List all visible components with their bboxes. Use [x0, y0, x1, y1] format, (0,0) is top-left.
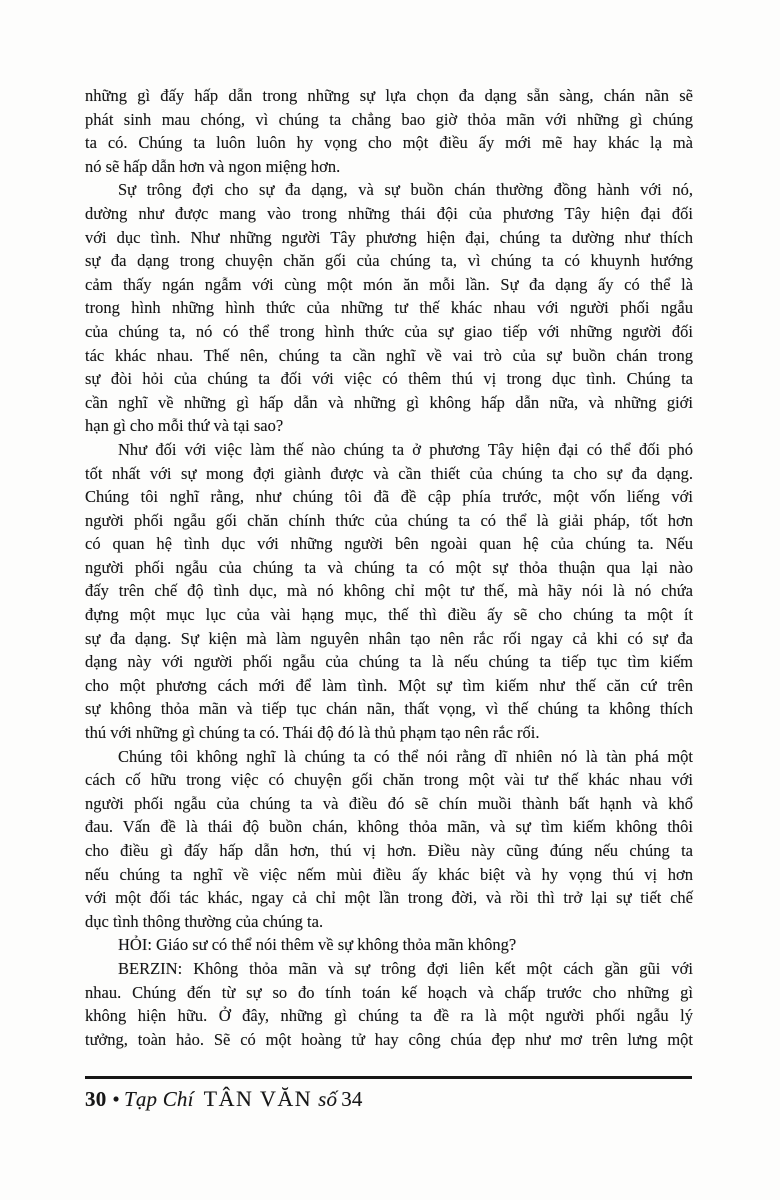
text-line: với dục tình. Như những người Tây phương hiện đại, chúng ta dường như thích [85, 227, 693, 247]
page-number: 30 [85, 1087, 107, 1111]
text-line: Chúng tôi nghĩ rằng, như chúng tôi đã đề cập phía trước, một vốn liếng với [85, 487, 693, 507]
text-line: cần nghĩ về những gì hấp dẫn và những gì không hấp dẫn nữa, và những giới [85, 392, 693, 412]
text-line: người phối ngẫu gối chăn chính thức của chúng ta có thể là giải pháp, tốt hơn [85, 510, 693, 530]
text-line: thú với những gì chúng ta có. Thái độ đó là thủ phạm tạo nên rắc rối. [85, 723, 540, 743]
footer-divider [85, 1076, 692, 1079]
text-line: dường như được mang vào trong những thái đội của phương Tây hiện đại đối [85, 203, 693, 223]
text-line: người phối ngẫu của chúng ta và điều đó sẽ chín muồi thành bất hạnh và khổ [85, 793, 693, 813]
text-line: sự đòi hỏi của chúng ta đối với việc có thêm thú vị trong dục tình. Chúng ta [85, 369, 693, 389]
text-line: tác khác nhau. Thế nên, chúng ta cần nghĩ về vai trò của sự buồn chán trong [85, 345, 693, 365]
text-line: không hiện hữu. Ở đây, những gì chúng ta đề ra là một người phối ngẫu lý [85, 1006, 693, 1026]
issue-number: 34 [341, 1087, 363, 1111]
text-line: nhau. Chúng đến từ sự so đo tính toán kế hoạch và chấp trước cho những gì [85, 982, 693, 1002]
text-line: với một đối tác khác, ngay cả chỉ một lần trong đời, và rồi thì trở lại sự tiết chế [85, 888, 693, 908]
bullet-separator: • [112, 1087, 120, 1111]
text-line: sự đa dạng trong chuyện chăn gối của chúng ta, vì chúng ta có khuynh hướng [85, 251, 693, 271]
footer [85, 1086, 692, 1112]
text-line: đấy trên chế độ tình dục, mà nó không chỉ một tư thế, mà hãy nói là nó chứa [85, 581, 693, 601]
text-line: cho điều gì đấy hấp dẫn hơn, thú vị hơn. Điều này cũng đúng nếu chúng ta [85, 841, 693, 860]
journal-name: TÂN VĂN [203, 1086, 313, 1111]
text-line: sự không thỏa mãn và tiếp tục chán nãn, thất vọng, vì thế chúng ta không thích [85, 699, 693, 719]
text-line: Sự trông đợi cho sự đa dạng, và sự buồn chán thường đồng hành với nó, [118, 180, 693, 200]
text-line: dạng này với người phối ngẫu của chúng ta là nếu chúng ta tiếp tục tìm kiếm [85, 652, 693, 672]
text-line: Như đối với việc làm thế nào chúng ta ở phương Tây hiện đại có thể đối phó [118, 439, 693, 459]
text-line: BERZIN: Không thỏa mãn và sự trông đợi liên kết một cách gần gũi với [118, 958, 693, 978]
text-line: hạn gì cho mỗi thứ và tại sao? [85, 416, 284, 436]
text-line: có quan hệ tình dục với những người bên ngoài quan hệ của chúng ta. Nếu [85, 534, 693, 554]
text-line: đựng một mục lục của vài hạng mục, thế thì điều ấy sẽ cho chúng ta một ít [85, 605, 693, 625]
journal-label: Tạp Chí [123, 1087, 194, 1111]
text-line: nếu chúng ta nghĩ về việc nếm mùi điều ấy khác biệt và hy vọng thú vị hơn [85, 864, 693, 884]
text-line: tưởng, toàn hảo. Sẽ có một hoàng tử hay công chúa đẹp như mơ trên lưng một [85, 1029, 693, 1049]
text-line: nó sẽ hấp dẫn hơn và ngon miệng hơn. [85, 156, 341, 176]
text-line: trong hình những hình thức của những tư thế khác nhau với người phối ngẫu [85, 298, 693, 318]
text-line: HỎI: Giáo sư có thể nói thêm về sự không thỏa mãn không? [118, 935, 517, 955]
text-line: ta có. Chúng ta luôn luôn hy vọng cho một điều ấy mới mẽ hay khác lạ mà [85, 133, 693, 153]
text-line: của chúng ta, nó có thể trong hình thức của sự giao tiếp với những người đối [85, 321, 693, 341]
text-line: dục tình thông thường của chúng ta. [85, 911, 324, 931]
text-line: sự đa dạng. Sự kiện mà làm nguyên nhân tạo nên rắc rối ngay cả khi có sự đa [85, 628, 693, 648]
text-line: phát sinh mau chóng, vì chúng ta chẳng bao giờ thỏa mãn với những gì chúng [85, 109, 693, 129]
text-line: cách cố hữu trong việc có chuyện gối chăn trong một vài tư thế khác nhau với [85, 770, 693, 790]
text-line: cảm thấy ngán ngẫm với cùng một món ăn mỗi lần. Sự đa dạng ấy có thể là [85, 274, 693, 294]
issue-label: số [318, 1087, 338, 1111]
text-line: người phối ngẫu của chúng ta và chúng ta có một sự thỏa thuận qua lại nào [85, 557, 693, 577]
text-line: tốt nhất với sự mong đợi giành được và cần thiết của chúng ta cho sự đa dạng. [85, 463, 693, 483]
text-line: cho một phương cách mới để làm tình. Một sự tìm kiếm như thế căn cứ trên [85, 675, 693, 695]
body-text [85, 84, 693, 1051]
text-line: những gì đấy hấp dẫn trong những sự lựa chọn đa dạng sẵn sàng, chán nãn sẽ [85, 86, 693, 105]
text-line: đau. Vấn đề là thái độ buồn chán, không thỏa mãn, và sự tìm kiếm không thôi [85, 817, 693, 837]
text-line: Chúng tôi không nghĩ là chúng ta có thể nói rằng dĩ nhiên nó là tàn phá một [118, 746, 693, 766]
